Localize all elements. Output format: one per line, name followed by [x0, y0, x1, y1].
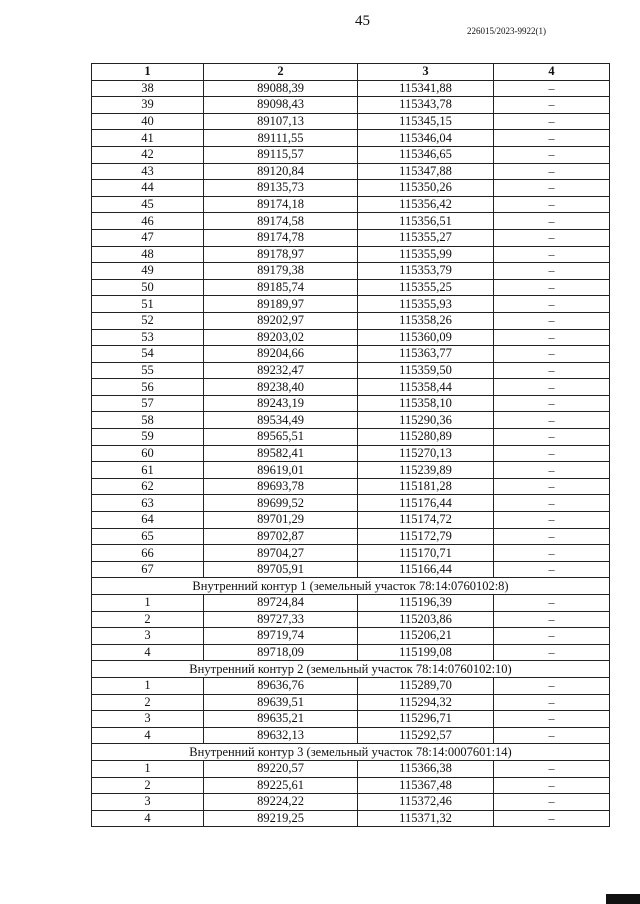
- point-number-cell: 39: [92, 97, 204, 114]
- document-code: 226015/2023-9922(1): [467, 26, 546, 36]
- column-4-cell: –: [494, 727, 610, 744]
- table-row: [92, 644, 610, 661]
- y-coordinate-cell: 115343,78: [358, 97, 494, 114]
- point-number-cell: 3: [92, 628, 204, 645]
- x-coordinate-cell: 89619,01: [204, 462, 358, 479]
- x-coordinate-cell: 89115,57: [204, 146, 358, 163]
- point-number-cell: 1: [92, 677, 204, 694]
- coordinates-table: [91, 63, 610, 827]
- point-number-cell: 1: [92, 595, 204, 612]
- x-coordinate-cell: 89724,84: [204, 595, 358, 612]
- point-number-cell: 43: [92, 163, 204, 180]
- y-coordinate-cell: 115355,93: [358, 296, 494, 313]
- x-coordinate-cell: 89639,51: [204, 694, 358, 711]
- x-coordinate-cell: 89185,74: [204, 279, 358, 296]
- point-number-cell: 63: [92, 495, 204, 512]
- y-coordinate-cell: 115353,79: [358, 263, 494, 280]
- column-4-cell: –: [494, 146, 610, 163]
- table-row: [92, 379, 610, 396]
- y-coordinate-cell: 115290,36: [358, 412, 494, 429]
- point-number-cell: 2: [92, 611, 204, 628]
- column-4-cell: –: [494, 478, 610, 495]
- x-coordinate-cell: 89203,02: [204, 329, 358, 346]
- table-row: [92, 495, 610, 512]
- column-4-cell: –: [494, 296, 610, 313]
- table-row: [92, 512, 610, 529]
- x-coordinate-cell: 89098,43: [204, 97, 358, 114]
- column-4-cell: –: [494, 113, 610, 130]
- y-coordinate-cell: 115294,32: [358, 694, 494, 711]
- point-number-cell: 53: [92, 329, 204, 346]
- y-coordinate-cell: 115358,26: [358, 312, 494, 329]
- y-coordinate-cell: 115356,42: [358, 196, 494, 213]
- x-coordinate-cell: 89204,66: [204, 346, 358, 363]
- point-number-cell: 3: [92, 711, 204, 728]
- table-row: [92, 760, 610, 777]
- column-header: 3: [358, 64, 494, 81]
- column-4-cell: –: [494, 395, 610, 412]
- y-coordinate-cell: 115196,39: [358, 595, 494, 612]
- point-number-cell: 4: [92, 810, 204, 827]
- y-coordinate-cell: 115346,65: [358, 146, 494, 163]
- y-coordinate-cell: 115363,77: [358, 346, 494, 363]
- y-coordinate-cell: 115347,88: [358, 163, 494, 180]
- point-number-cell: 50: [92, 279, 204, 296]
- x-coordinate-cell: 89111,55: [204, 130, 358, 147]
- table-row: [92, 777, 610, 794]
- x-coordinate-cell: 89704,27: [204, 545, 358, 562]
- table-row: [92, 263, 610, 280]
- table-row: [92, 561, 610, 578]
- column-4-cell: –: [494, 312, 610, 329]
- table-row: [92, 611, 610, 628]
- x-coordinate-cell: 89107,13: [204, 113, 358, 130]
- table-row: [92, 180, 610, 197]
- table-row: [92, 279, 610, 296]
- y-coordinate-cell: 115355,25: [358, 279, 494, 296]
- y-coordinate-cell: 115292,57: [358, 727, 494, 744]
- point-number-cell: 2: [92, 694, 204, 711]
- point-number-cell: 64: [92, 512, 204, 529]
- y-coordinate-cell: 115372,46: [358, 794, 494, 811]
- point-number-cell: 49: [92, 263, 204, 280]
- x-coordinate-cell: 89238,40: [204, 379, 358, 396]
- table-row: [92, 545, 610, 562]
- x-coordinate-cell: 89189,97: [204, 296, 358, 313]
- page-number: 45: [355, 13, 370, 29]
- table-row: [92, 362, 610, 379]
- x-coordinate-cell: 89718,09: [204, 644, 358, 661]
- point-number-cell: 40: [92, 113, 204, 130]
- y-coordinate-cell: 115174,72: [358, 512, 494, 529]
- point-number-cell: 42: [92, 146, 204, 163]
- y-coordinate-cell: 115166,44: [358, 561, 494, 578]
- column-4-cell: –: [494, 279, 610, 296]
- table-row: [92, 130, 610, 147]
- table-row: [92, 528, 610, 545]
- point-number-cell: 56: [92, 379, 204, 396]
- x-coordinate-cell: 89699,52: [204, 495, 358, 512]
- x-coordinate-cell: 89174,58: [204, 213, 358, 230]
- column-4-cell: –: [494, 97, 610, 114]
- column-4-cell: –: [494, 694, 610, 711]
- table-row: [92, 246, 610, 263]
- y-coordinate-cell: 115176,44: [358, 495, 494, 512]
- table-row: [92, 810, 610, 827]
- column-4-cell: –: [494, 329, 610, 346]
- column-4-cell: –: [494, 528, 610, 545]
- y-coordinate-cell: 115296,71: [358, 711, 494, 728]
- column-4-cell: –: [494, 163, 610, 180]
- table-row: [92, 296, 610, 313]
- x-coordinate-cell: 89179,38: [204, 263, 358, 280]
- table-row: [92, 595, 610, 612]
- table-header-row: [92, 64, 610, 81]
- x-coordinate-cell: 89174,18: [204, 196, 358, 213]
- table-row: [92, 97, 610, 114]
- column-4-cell: –: [494, 412, 610, 429]
- y-coordinate-cell: 115289,70: [358, 677, 494, 694]
- column-4-cell: –: [494, 263, 610, 280]
- column-4-cell: –: [494, 644, 610, 661]
- column-4-cell: –: [494, 180, 610, 197]
- column-4-cell: –: [494, 760, 610, 777]
- column-4-cell: –: [494, 794, 610, 811]
- table-row: [92, 229, 610, 246]
- y-coordinate-cell: 115270,13: [358, 445, 494, 462]
- point-number-cell: 65: [92, 528, 204, 545]
- point-number-cell: 51: [92, 296, 204, 313]
- column-4-cell: –: [494, 810, 610, 827]
- section-title: Внутренний контур 3 (земельный участок 78:14:0007601:14): [92, 744, 610, 761]
- y-coordinate-cell: 115341,88: [358, 80, 494, 97]
- column-4-cell: –: [494, 246, 610, 263]
- y-coordinate-cell: 115356,51: [358, 213, 494, 230]
- point-number-cell: 61: [92, 462, 204, 479]
- table-row: [92, 346, 610, 363]
- column-4-cell: –: [494, 229, 610, 246]
- table-row: [92, 462, 610, 479]
- table-row: [92, 794, 610, 811]
- y-coordinate-cell: 115355,99: [358, 246, 494, 263]
- column-header: 4: [494, 64, 610, 81]
- x-coordinate-cell: 89705,91: [204, 561, 358, 578]
- section-title-row: [92, 744, 610, 761]
- point-number-cell: 41: [92, 130, 204, 147]
- x-coordinate-cell: 89701,29: [204, 512, 358, 529]
- column-4-cell: –: [494, 80, 610, 97]
- point-number-cell: 4: [92, 644, 204, 661]
- column-4-cell: –: [494, 462, 610, 479]
- x-coordinate-cell: 89243,19: [204, 395, 358, 412]
- x-coordinate-cell: 89225,61: [204, 777, 358, 794]
- column-4-cell: –: [494, 429, 610, 446]
- y-coordinate-cell: 115358,44: [358, 379, 494, 396]
- table-row: [92, 677, 610, 694]
- table-row: [92, 478, 610, 495]
- x-coordinate-cell: 89534,49: [204, 412, 358, 429]
- table-body: [92, 80, 610, 827]
- x-coordinate-cell: 89232,47: [204, 362, 358, 379]
- point-number-cell: 58: [92, 412, 204, 429]
- column-4-cell: –: [494, 495, 610, 512]
- point-number-cell: 38: [92, 80, 204, 97]
- table-row: [92, 80, 610, 97]
- x-coordinate-cell: 89702,87: [204, 528, 358, 545]
- column-4-cell: –: [494, 711, 610, 728]
- y-coordinate-cell: 115371,32: [358, 810, 494, 827]
- table-row: [92, 429, 610, 446]
- y-coordinate-cell: 115346,04: [358, 130, 494, 147]
- point-number-cell: 48: [92, 246, 204, 263]
- table-row: [92, 412, 610, 429]
- y-coordinate-cell: 115199,08: [358, 644, 494, 661]
- y-coordinate-cell: 115170,71: [358, 545, 494, 562]
- point-number-cell: 44: [92, 180, 204, 197]
- y-coordinate-cell: 115367,48: [358, 777, 494, 794]
- x-coordinate-cell: 89224,22: [204, 794, 358, 811]
- column-header: 2: [204, 64, 358, 81]
- column-4-cell: –: [494, 379, 610, 396]
- x-coordinate-cell: 89635,21: [204, 711, 358, 728]
- table-row: [92, 711, 610, 728]
- y-coordinate-cell: 115181,28: [358, 478, 494, 495]
- column-4-cell: –: [494, 677, 610, 694]
- table-row: [92, 113, 610, 130]
- x-coordinate-cell: 89174,78: [204, 229, 358, 246]
- point-number-cell: 54: [92, 346, 204, 363]
- x-coordinate-cell: 89219,25: [204, 810, 358, 827]
- point-number-cell: 55: [92, 362, 204, 379]
- point-number-cell: 46: [92, 213, 204, 230]
- section-title: Внутренний контур 1 (земельный участок 78:14:0760102:8): [92, 578, 610, 595]
- y-coordinate-cell: 115350,26: [358, 180, 494, 197]
- x-coordinate-cell: 89693,78: [204, 478, 358, 495]
- point-number-cell: 67: [92, 561, 204, 578]
- x-coordinate-cell: 89088,39: [204, 80, 358, 97]
- column-4-cell: –: [494, 777, 610, 794]
- point-number-cell: 66: [92, 545, 204, 562]
- y-coordinate-cell: 115345,15: [358, 113, 494, 130]
- y-coordinate-cell: 115280,89: [358, 429, 494, 446]
- table-row: [92, 213, 610, 230]
- y-coordinate-cell: 115172,79: [358, 528, 494, 545]
- table-row: [92, 196, 610, 213]
- x-coordinate-cell: 89178,97: [204, 246, 358, 263]
- section-title-row: [92, 578, 610, 595]
- y-coordinate-cell: 115358,10: [358, 395, 494, 412]
- table-row: [92, 694, 610, 711]
- table-row: [92, 395, 610, 412]
- y-coordinate-cell: 115239,89: [358, 462, 494, 479]
- point-number-cell: 45: [92, 196, 204, 213]
- column-4-cell: –: [494, 130, 610, 147]
- table-row: [92, 312, 610, 329]
- section-title: Внутренний контур 2 (земельный участок 78:14:0760102:10): [92, 661, 610, 678]
- x-coordinate-cell: 89719,74: [204, 628, 358, 645]
- x-coordinate-cell: 89120,84: [204, 163, 358, 180]
- scan-edge-mark: [606, 894, 640, 904]
- y-coordinate-cell: 115360,09: [358, 329, 494, 346]
- table-row: [92, 146, 610, 163]
- point-number-cell: 2: [92, 777, 204, 794]
- column-4-cell: –: [494, 545, 610, 562]
- column-4-cell: –: [494, 595, 610, 612]
- x-coordinate-cell: 89632,13: [204, 727, 358, 744]
- y-coordinate-cell: 115355,27: [358, 229, 494, 246]
- section-title-row: [92, 661, 610, 678]
- table-row: [92, 329, 610, 346]
- y-coordinate-cell: 115359,50: [358, 362, 494, 379]
- point-number-cell: 1: [92, 760, 204, 777]
- column-4-cell: –: [494, 512, 610, 529]
- column-4-cell: –: [494, 445, 610, 462]
- point-number-cell: 60: [92, 445, 204, 462]
- column-4-cell: –: [494, 628, 610, 645]
- column-header: 1: [92, 64, 204, 81]
- x-coordinate-cell: 89582,41: [204, 445, 358, 462]
- column-4-cell: –: [494, 561, 610, 578]
- column-4-cell: –: [494, 213, 610, 230]
- column-4-cell: –: [494, 362, 610, 379]
- column-4-cell: –: [494, 346, 610, 363]
- x-coordinate-cell: 89220,57: [204, 760, 358, 777]
- point-number-cell: 59: [92, 429, 204, 446]
- x-coordinate-cell: 89727,33: [204, 611, 358, 628]
- x-coordinate-cell: 89565,51: [204, 429, 358, 446]
- column-4-cell: –: [494, 611, 610, 628]
- point-number-cell: 57: [92, 395, 204, 412]
- x-coordinate-cell: 89135,73: [204, 180, 358, 197]
- point-number-cell: 3: [92, 794, 204, 811]
- x-coordinate-cell: 89202,97: [204, 312, 358, 329]
- point-number-cell: 52: [92, 312, 204, 329]
- column-4-cell: –: [494, 196, 610, 213]
- point-number-cell: 47: [92, 229, 204, 246]
- table-row: [92, 727, 610, 744]
- y-coordinate-cell: 115206,21: [358, 628, 494, 645]
- table-row: [92, 628, 610, 645]
- point-number-cell: 62: [92, 478, 204, 495]
- x-coordinate-cell: 89636,76: [204, 677, 358, 694]
- y-coordinate-cell: 115203,86: [358, 611, 494, 628]
- point-number-cell: 4: [92, 727, 204, 744]
- y-coordinate-cell: 115366,38: [358, 760, 494, 777]
- table-row: [92, 445, 610, 462]
- table-row: [92, 163, 610, 180]
